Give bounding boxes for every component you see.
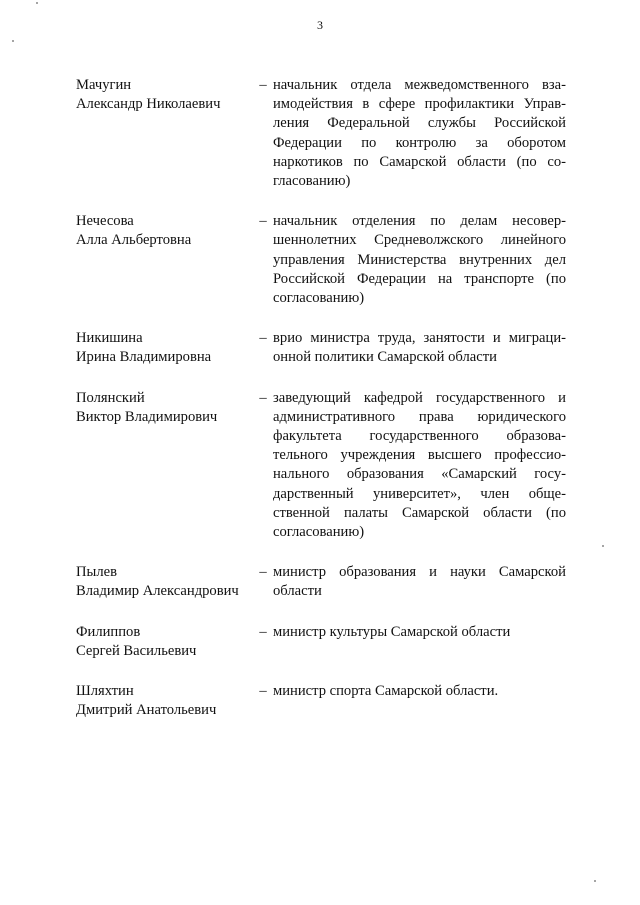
member-position — [273, 76, 566, 191]
member-given-names: Алла Альбертовна — [76, 232, 192, 249]
position-line: заведующий кафедрой государственного и — [273, 389, 566, 406]
member-position — [273, 212, 566, 308]
member-surname: Пылев — [76, 564, 117, 581]
position-line: тельного учреждения высшего профессио- — [273, 447, 566, 464]
member-given-names: Сергей Васильевич — [76, 642, 197, 659]
position-line: министр культуры Самарской области — [273, 623, 511, 640]
member-list — [76, 76, 566, 741]
member-position — [273, 563, 566, 601]
member-name — [76, 623, 251, 661]
member-name — [76, 389, 251, 427]
dash-separator: – — [259, 389, 267, 406]
dash-separator: – — [259, 330, 267, 347]
position-line: министр образования и науки Самарской — [273, 564, 566, 581]
scan-speck — [602, 545, 604, 547]
member-name — [76, 329, 251, 367]
member-entry — [76, 76, 566, 191]
member-surname: Полянский — [76, 389, 145, 406]
dash-separator: – — [259, 683, 267, 700]
member-given-names: Александр Николаевич — [76, 96, 221, 113]
member-surname: Никишина — [76, 330, 143, 347]
position-line: Российской Федерации на транспорте (по — [273, 270, 566, 287]
member-position — [273, 623, 566, 642]
scan-speck — [36, 2, 38, 4]
member-surname: Мачугин — [76, 77, 132, 93]
position-line: имодействия в сфере профилактики Управ- — [273, 96, 566, 113]
member-given-names: Владимир Александрович — [76, 583, 239, 600]
position-line: шеннолетних Средневолжского линейного — [273, 232, 566, 249]
member-entry — [76, 212, 566, 308]
member-entry — [76, 389, 566, 543]
member-position — [273, 329, 566, 367]
member-entry — [76, 623, 566, 661]
position-line: нального образования «Самарский госу- — [273, 466, 566, 483]
member-given-names: Ирина Владимировна — [76, 349, 212, 366]
member-name — [76, 76, 251, 114]
position-line: ственной палаты Самарской области (по — [273, 504, 566, 521]
member-given-names: Виктор Владимирович — [76, 408, 218, 425]
member-position — [273, 389, 566, 543]
position-line: управления Министерства внутренних дел — [273, 251, 566, 268]
member-name — [76, 682, 251, 720]
position-line: министр спорта Самарской области. — [273, 683, 499, 700]
page-number: 3 — [317, 18, 323, 32]
member-name — [76, 212, 251, 250]
dash-separator: – — [259, 77, 267, 93]
position-line: дарственный университет», член обще- — [273, 485, 566, 502]
position-line: гласованию) — [273, 173, 351, 190]
position-line: начальник отделения по делам несовер- — [273, 213, 566, 230]
position-line: Федерации по контролю за оборотом — [273, 134, 566, 151]
member-name — [76, 563, 251, 601]
position-line: административного права юридического — [273, 408, 566, 425]
member-position — [273, 682, 566, 701]
dash-separator: – — [259, 213, 267, 230]
dash-separator: – — [259, 564, 267, 581]
member-entry — [76, 563, 566, 601]
dash-separator: – — [259, 623, 267, 640]
position-line: факультета государственного образова- — [273, 428, 566, 445]
position-line: согласованию) — [273, 524, 365, 541]
position-line: области — [273, 583, 322, 600]
member-surname: Филиппов — [76, 623, 141, 640]
position-line: согласованию) — [273, 290, 365, 307]
member-surname: Нечесова — [76, 213, 134, 230]
member-entry — [76, 682, 566, 720]
member-entry — [76, 329, 566, 367]
scan-speck — [594, 880, 596, 882]
position-line: начальник отдела межведомственного вза- — [273, 77, 566, 93]
position-line: наркотиков по Самарской области (по со- — [273, 153, 566, 170]
position-line: ления Федеральной службы Российской — [273, 115, 566, 132]
scan-speck — [12, 40, 14, 42]
position-line: онной политики Самарской области — [273, 349, 497, 366]
member-surname: Шляхтин — [76, 683, 134, 700]
position-line: врио министра труда, занятости и миграци- — [273, 330, 566, 347]
member-given-names: Дмитрий Анатольевич — [76, 702, 217, 719]
